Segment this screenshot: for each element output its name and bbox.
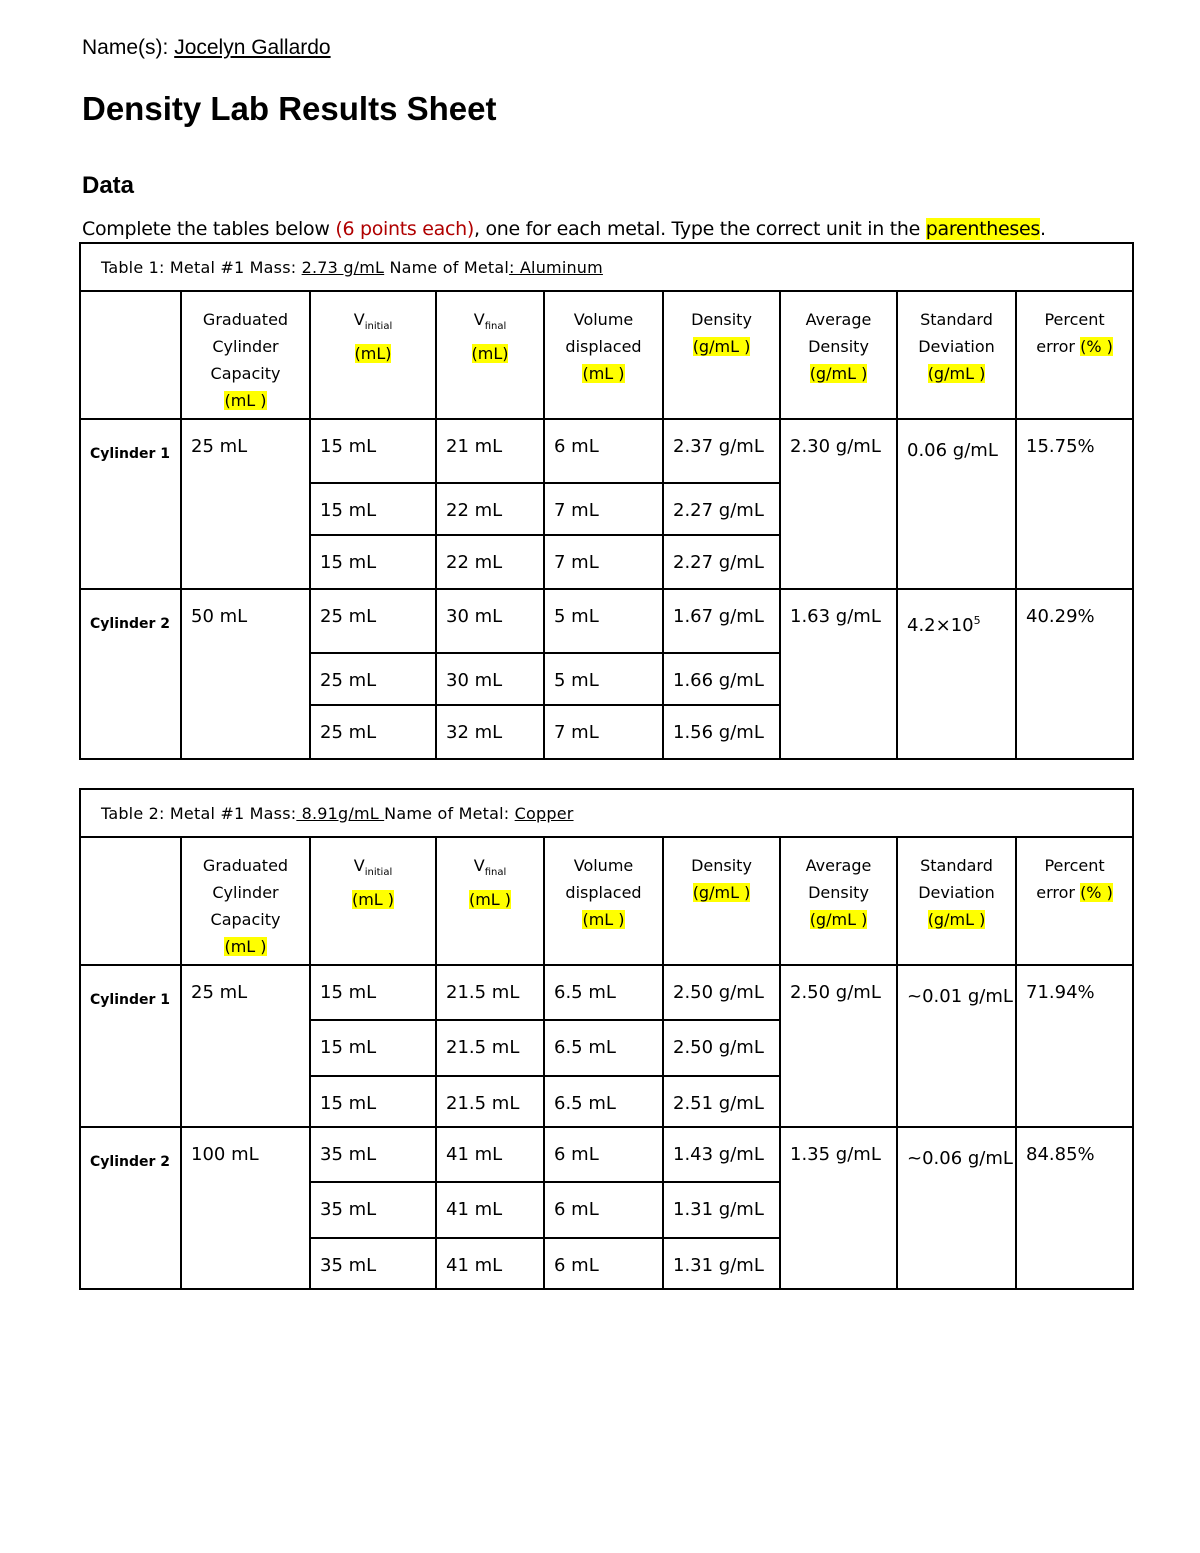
den-cell xyxy=(663,535,780,589)
sd-cell xyxy=(897,1127,1016,1289)
capacity-cell xyxy=(181,589,310,759)
vf-cell xyxy=(436,1238,544,1289)
den-value: 2.51 g/mL xyxy=(673,1093,764,1114)
vol-cell xyxy=(544,1182,663,1238)
vol-value: 6 mL xyxy=(554,436,599,457)
header-blank xyxy=(80,837,181,965)
vol-value: 6.5 mL xyxy=(554,982,616,1003)
den-cell xyxy=(663,705,780,759)
vf-cell xyxy=(436,1127,544,1182)
names-label: Name(s): xyxy=(82,36,169,59)
vi-cell xyxy=(310,1182,436,1238)
vi-value: 15 mL xyxy=(320,436,377,457)
header-v-final xyxy=(436,291,544,419)
header-percent-error-text: error xyxy=(1036,337,1081,356)
avg-cell xyxy=(780,965,897,1127)
pe-value: 40.29% xyxy=(1026,606,1095,627)
header-capacity-text: Capacity xyxy=(210,364,281,383)
vol-value: 6 mL xyxy=(554,1144,599,1165)
den-cell xyxy=(663,1182,780,1238)
capacity-value: 50 mL xyxy=(191,606,248,627)
den-cell xyxy=(663,419,780,483)
den-value: 1.66 g/mL xyxy=(673,670,764,691)
cylinder-label-text: Cylinder 1 xyxy=(90,446,171,462)
header-volume-displaced-text: displaced xyxy=(565,337,642,356)
instructions-end: . xyxy=(1039,218,1046,240)
header-average-density-text: (g/mL ) xyxy=(809,910,868,929)
den-cell xyxy=(663,589,780,653)
names-line xyxy=(82,36,331,60)
den-cell xyxy=(663,653,780,705)
vol-value: 7 mL xyxy=(554,500,599,521)
caption-text: Table 2: Metal #1 Mass: xyxy=(101,803,297,823)
header-volume-displaced-text: Volume xyxy=(573,310,634,329)
vf-cell xyxy=(436,1020,544,1076)
pe-cell xyxy=(1016,1127,1133,1289)
sd-value: 0.06 g/mL xyxy=(907,440,998,461)
capacity-value: 25 mL xyxy=(191,436,248,457)
vol-cell xyxy=(544,653,663,705)
header-percent-error-unit: (% ) xyxy=(1080,337,1113,356)
sd-cell xyxy=(897,589,1016,759)
vf-cell xyxy=(436,965,544,1020)
vf-cell xyxy=(436,1182,544,1238)
table-header-row xyxy=(80,291,1133,419)
table-caption-row xyxy=(80,789,1133,837)
table-caption xyxy=(80,243,1133,291)
instructions-text-b: , one for each metal. Type the correct unit in the xyxy=(474,218,926,240)
header-standard-deviation-text: Deviation xyxy=(918,337,995,356)
vi-cell xyxy=(310,535,436,589)
header-density-text: (g/mL ) xyxy=(692,883,751,902)
den-value: 1.31 g/mL xyxy=(673,1199,764,1220)
header-v-final xyxy=(436,837,544,965)
vi-value: 25 mL xyxy=(320,722,377,743)
vi-cell xyxy=(310,1076,436,1127)
header-standard-deviation xyxy=(897,291,1016,419)
capacity-cell xyxy=(181,1127,310,1289)
header-standard-deviation-text: Standard xyxy=(920,856,993,875)
header-percent-error-text: Percent xyxy=(1044,310,1105,329)
header-density xyxy=(663,837,780,965)
caption-text: Table 1: Metal #1 Mass: xyxy=(101,257,302,277)
vol-value: 6 mL xyxy=(554,1255,599,1276)
den-cell xyxy=(663,1127,780,1182)
vi-value: 35 mL xyxy=(320,1199,377,1220)
vol-cell xyxy=(544,535,663,589)
instructions-highlight: parentheses xyxy=(925,218,1040,240)
vi-value: 35 mL xyxy=(320,1255,377,1276)
vf-value: 41 mL xyxy=(446,1199,503,1220)
vf-cell xyxy=(436,1076,544,1127)
page-title: Density Lab Results Sheet xyxy=(82,90,497,127)
den-value: 2.37 g/mL xyxy=(673,436,764,457)
header-blank xyxy=(80,291,181,419)
cylinder-label xyxy=(80,589,181,759)
vf-value: 21 mL xyxy=(446,436,503,457)
header-v-final-text: V xyxy=(473,310,485,329)
table-row xyxy=(80,1127,1133,1182)
header-v-final-subscript: final xyxy=(484,321,507,333)
header-density xyxy=(663,291,780,419)
vol-cell xyxy=(544,483,663,535)
vi-value: 15 mL xyxy=(320,500,377,521)
avg-cell xyxy=(780,589,897,759)
vi-cell xyxy=(310,1020,436,1076)
table-row xyxy=(80,419,1133,483)
den-value: 1.56 g/mL xyxy=(673,722,764,743)
header-v-initial-text: V xyxy=(353,856,365,875)
den-value: 2.50 g/mL xyxy=(673,982,764,1003)
header-capacity-text: Cylinder xyxy=(212,883,279,902)
vol-value: 6 mL xyxy=(554,1199,599,1220)
vf-value: 21.5 mL xyxy=(446,1037,520,1058)
header-v-final-text: V xyxy=(473,856,485,875)
capacity-cell xyxy=(181,419,310,589)
vi-cell xyxy=(310,705,436,759)
den-value: 1.31 g/mL xyxy=(673,1255,764,1276)
vf-value: 30 mL xyxy=(446,670,503,691)
header-volume-displaced xyxy=(544,837,663,965)
header-v-initial-subscript: initial xyxy=(364,321,393,333)
header-capacity-text: (mL ) xyxy=(224,391,267,410)
den-cell xyxy=(663,1076,780,1127)
header-volume-displaced xyxy=(544,291,663,419)
vol-value: 6.5 mL xyxy=(554,1093,616,1114)
header-standard-deviation-text: Deviation xyxy=(918,883,995,902)
vf-value: 22 mL xyxy=(446,552,503,573)
header-density-text: (g/mL ) xyxy=(692,337,751,356)
vi-cell xyxy=(310,653,436,705)
header-percent-error-text: Percent xyxy=(1044,856,1105,875)
header-volume-displaced-text: (mL ) xyxy=(582,910,625,929)
vol-value: 5 mL xyxy=(554,606,599,627)
header-capacity-text: Graduated xyxy=(202,856,289,875)
vf-value: 41 mL xyxy=(446,1255,503,1276)
vol-cell xyxy=(544,965,663,1020)
pe-value: 71.94% xyxy=(1026,982,1095,1003)
header-percent-error-unit: (% ) xyxy=(1080,883,1113,902)
header-standard-deviation-text: (g/mL ) xyxy=(927,910,986,929)
header-average-density xyxy=(780,837,897,965)
avg-cell xyxy=(780,419,897,589)
pe-cell xyxy=(1016,589,1133,759)
pe-cell xyxy=(1016,965,1133,1127)
header-percent-error xyxy=(1016,837,1133,965)
header-volume-displaced-text: displaced xyxy=(565,883,642,902)
vf-cell xyxy=(436,589,544,653)
vol-cell xyxy=(544,705,663,759)
header-volume-displaced-text: (mL ) xyxy=(582,364,625,383)
vi-cell xyxy=(310,965,436,1020)
vol-cell xyxy=(544,419,663,483)
capacity-value: 100 mL xyxy=(191,1144,259,1165)
header-volume-displaced-text: Volume xyxy=(573,856,634,875)
vol-cell xyxy=(544,1076,663,1127)
header-percent-error-text: error xyxy=(1036,883,1081,902)
names-value: Jocelyn Gallardo xyxy=(174,36,331,59)
vf-value: 30 mL xyxy=(446,606,503,627)
sd-exponent: 5 xyxy=(973,614,981,627)
den-value: 1.43 g/mL xyxy=(673,1144,764,1165)
header-v-initial xyxy=(310,291,436,419)
header-density-text: Density xyxy=(691,856,752,875)
table-caption xyxy=(80,789,1133,837)
instructions xyxy=(82,218,1046,240)
header-average-density-text: (g/mL ) xyxy=(809,364,868,383)
header-standard-deviation-text: Standard xyxy=(920,310,993,329)
table-row xyxy=(80,965,1133,1020)
vol-value: 7 mL xyxy=(554,552,599,573)
den-value: 2.50 g/mL xyxy=(673,1037,764,1058)
vi-value: 15 mL xyxy=(320,982,377,1003)
header-average-density xyxy=(780,291,897,419)
sd-cell xyxy=(897,419,1016,589)
vf-value: 22 mL xyxy=(446,500,503,521)
vf-cell xyxy=(436,653,544,705)
metal-mass: 8.91g/mL xyxy=(296,803,385,823)
vol-value: 6.5 mL xyxy=(554,1037,616,1058)
vf-value: 21.5 mL xyxy=(446,982,520,1003)
table-aluminum xyxy=(79,242,1134,760)
vol-cell xyxy=(544,1238,663,1289)
vf-value: 41 mL xyxy=(446,1144,503,1165)
instructions-text-a: Complete the tables below xyxy=(82,218,336,240)
vol-cell xyxy=(544,589,663,653)
section-heading: Data xyxy=(82,172,135,199)
avg-value: 1.35 g/mL xyxy=(790,1144,881,1165)
den-cell xyxy=(663,1238,780,1289)
table-row xyxy=(80,589,1133,653)
header-average-density-text: Average xyxy=(805,856,872,875)
capacity-value: 25 mL xyxy=(191,982,248,1003)
header-standard-deviation xyxy=(897,837,1016,965)
table-caption-row xyxy=(80,243,1133,291)
vi-cell xyxy=(310,1238,436,1289)
vi-cell xyxy=(310,589,436,653)
header-capacity-text: Graduated xyxy=(202,310,289,329)
vol-value: 5 mL xyxy=(554,670,599,691)
pe-value: 84.85% xyxy=(1026,1144,1095,1165)
avg-cell xyxy=(780,1127,897,1289)
vol-value: 7 mL xyxy=(554,722,599,743)
vi-value: 25 mL xyxy=(320,670,377,691)
header-standard-deviation-text: (g/mL ) xyxy=(927,364,986,383)
vi-value: 15 mL xyxy=(320,1093,377,1114)
metal-name: Copper xyxy=(514,803,574,823)
sd-value: ~0.01 g/mL xyxy=(907,986,1013,1007)
vf-cell xyxy=(436,419,544,483)
vi-cell xyxy=(310,419,436,483)
metal-name: : Aluminum xyxy=(509,257,603,277)
den-cell xyxy=(663,965,780,1020)
header-average-density-text: Density xyxy=(808,883,869,902)
cylinder-label xyxy=(80,1127,181,1289)
header-average-density-text: Density xyxy=(808,337,869,356)
vol-cell xyxy=(544,1020,663,1076)
avg-value: 1.63 g/mL xyxy=(790,606,881,627)
instructions-points: (6 points each) xyxy=(335,218,474,240)
header-v-initial xyxy=(310,837,436,965)
pe-cell xyxy=(1016,419,1133,589)
avg-value: 2.50 g/mL xyxy=(790,982,881,1003)
capacity-cell xyxy=(181,965,310,1127)
sd-value: 4.2×10 xyxy=(907,615,974,636)
caption-metal-label: Name of Metal xyxy=(384,257,510,277)
vi-value: 15 mL xyxy=(320,552,377,573)
header-capacity xyxy=(181,837,310,965)
header-capacity-text: (mL ) xyxy=(224,937,267,956)
header-average-density-text: Average xyxy=(805,310,872,329)
header-v-initial-subscript: initial xyxy=(364,867,393,879)
vf-cell xyxy=(436,483,544,535)
caption-metal-label: Name of Metal: xyxy=(384,803,515,823)
pe-value: 15.75% xyxy=(1026,436,1095,457)
header-v-initial-text: (mL) xyxy=(354,344,392,364)
header-capacity xyxy=(181,291,310,419)
den-cell xyxy=(663,1020,780,1076)
avg-value: 2.30 g/mL xyxy=(790,436,881,457)
den-value: 2.27 g/mL xyxy=(673,500,764,521)
den-value: 2.27 g/mL xyxy=(673,552,764,573)
header-capacity-text: Cylinder xyxy=(212,337,279,356)
vol-cell xyxy=(544,1127,663,1182)
header-capacity-text: Capacity xyxy=(210,910,281,929)
vf-value: 21.5 mL xyxy=(446,1093,520,1114)
metal-mass: 2.73 g/mL xyxy=(301,257,385,277)
sd-value: ~0.06 g/mL xyxy=(907,1148,1013,1169)
cylinder-label xyxy=(80,419,181,589)
table-header-row xyxy=(80,837,1133,965)
cylinder-label-text: Cylinder 2 xyxy=(90,1154,171,1170)
header-v-final-text: (mL) xyxy=(471,344,509,364)
den-cell xyxy=(663,483,780,535)
header-v-initial-text: V xyxy=(353,310,365,329)
header-v-final-text: (mL ) xyxy=(468,890,512,910)
cylinder-label-text: Cylinder 1 xyxy=(90,992,171,1008)
vf-cell xyxy=(436,535,544,589)
vi-cell xyxy=(310,1127,436,1182)
vi-value: 15 mL xyxy=(320,1037,377,1058)
header-v-initial-text: (mL ) xyxy=(351,890,395,910)
vi-cell xyxy=(310,483,436,535)
vf-cell xyxy=(436,705,544,759)
table-copper xyxy=(79,788,1134,1290)
cylinder-label-text: Cylinder 2 xyxy=(90,616,171,632)
cylinder-label xyxy=(80,965,181,1127)
header-density-text: Density xyxy=(691,310,752,329)
vi-value: 35 mL xyxy=(320,1144,377,1165)
vf-value: 32 mL xyxy=(446,722,503,743)
den-value: 1.67 g/mL xyxy=(673,606,764,627)
sd-cell xyxy=(897,965,1016,1127)
header-percent-error xyxy=(1016,291,1133,419)
vi-value: 25 mL xyxy=(320,606,377,627)
header-v-final-subscript: final xyxy=(484,867,507,879)
